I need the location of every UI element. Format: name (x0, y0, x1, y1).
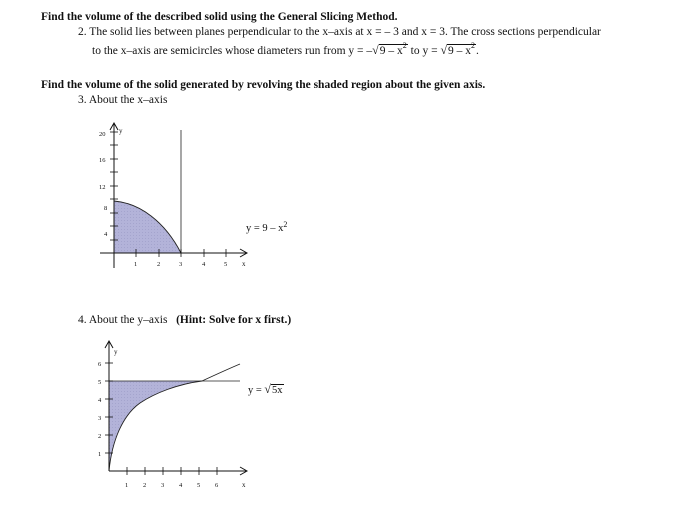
y-tick-label-1: 1 (98, 451, 102, 458)
curve-sqrt-5x (109, 364, 240, 471)
x-axis-label-3: x (242, 260, 246, 268)
y-tick-label-3: 3 (98, 415, 102, 422)
x-tick-label-5: 5 (224, 261, 228, 268)
sqrt-expression-3 (264, 382, 283, 397)
radicand-1: 9 – x (379, 45, 403, 57)
x-tick-label-6: 6 (215, 482, 219, 489)
y-tick-label-12: 12 (99, 184, 106, 191)
problem-4-text: 4. About the y–axis (78, 314, 168, 326)
y-tick-label-6: 6 (98, 361, 102, 368)
radicand-3: 5x (272, 385, 283, 396)
exponent-2: 2 (471, 41, 476, 50)
problem-2-text-1: The solid lies between planes perpendicular to the x–axis at x = – 3 and x = 3. The cross sections perpendicular (89, 26, 601, 38)
y-axis-label-3: y (119, 127, 123, 135)
problem-3-label: 3. About the x–axis (78, 94, 168, 106)
x-tick-label-4: 4 (179, 482, 183, 489)
sqrt-icon: √ (264, 382, 272, 396)
x-tick-label-2: 2 (143, 482, 147, 489)
x-tick-label-3: 3 (161, 482, 165, 489)
y-tick-label-5: 5 (98, 379, 102, 386)
y-tick-label-20: 20 (99, 131, 106, 138)
x-axis-label-4: x (242, 481, 246, 489)
section-heading-slicing: Find the volume of the described solid using the General Slicing Method. (41, 11, 398, 23)
sqrt-icon: √ (372, 43, 379, 57)
x-tick-label-2: 2 (157, 261, 161, 268)
y-tick-label-8: 8 (104, 205, 108, 212)
curve-label-3: $y = 9 - x^2$ (246, 220, 288, 234)
y-tick-label-2: 2 (98, 433, 102, 440)
problem-2-text-2-end: . (476, 45, 479, 57)
curve-label-4 (248, 382, 284, 397)
radicand-2: 9 – x (448, 45, 472, 57)
curve-label-4-prefix: y = (248, 385, 265, 396)
x-tick-label-1: 1 (125, 482, 129, 489)
y-tick-label-16: 16 (99, 157, 106, 164)
x-tick-label-1: 1 (134, 261, 138, 268)
x-tick-label-5: 5 (197, 482, 201, 489)
problem-4-hint: (Hint: Solve for x first.) (176, 314, 292, 326)
y-tick-label-4: 4 (98, 397, 102, 404)
exponent-1: 2 (402, 41, 407, 50)
x-tick-label-3: 3 (179, 261, 183, 268)
y-tick-label-4: 4 (104, 231, 108, 238)
problem-2-number: 2. (78, 26, 87, 38)
problem-2-text-2-prefix: to the x–axis are semicircles whose diameters run from y = – (92, 45, 373, 57)
section-heading-revolving: Find the volume of the solid generated by revolving the shaded region about the given axis. (41, 79, 486, 91)
x-tick-label-4: 4 (202, 261, 206, 268)
sqrt-icon: √ (440, 43, 448, 57)
y-axis-label-4: y (114, 348, 118, 356)
problem-2-text-2-mid: to y = (407, 45, 441, 57)
